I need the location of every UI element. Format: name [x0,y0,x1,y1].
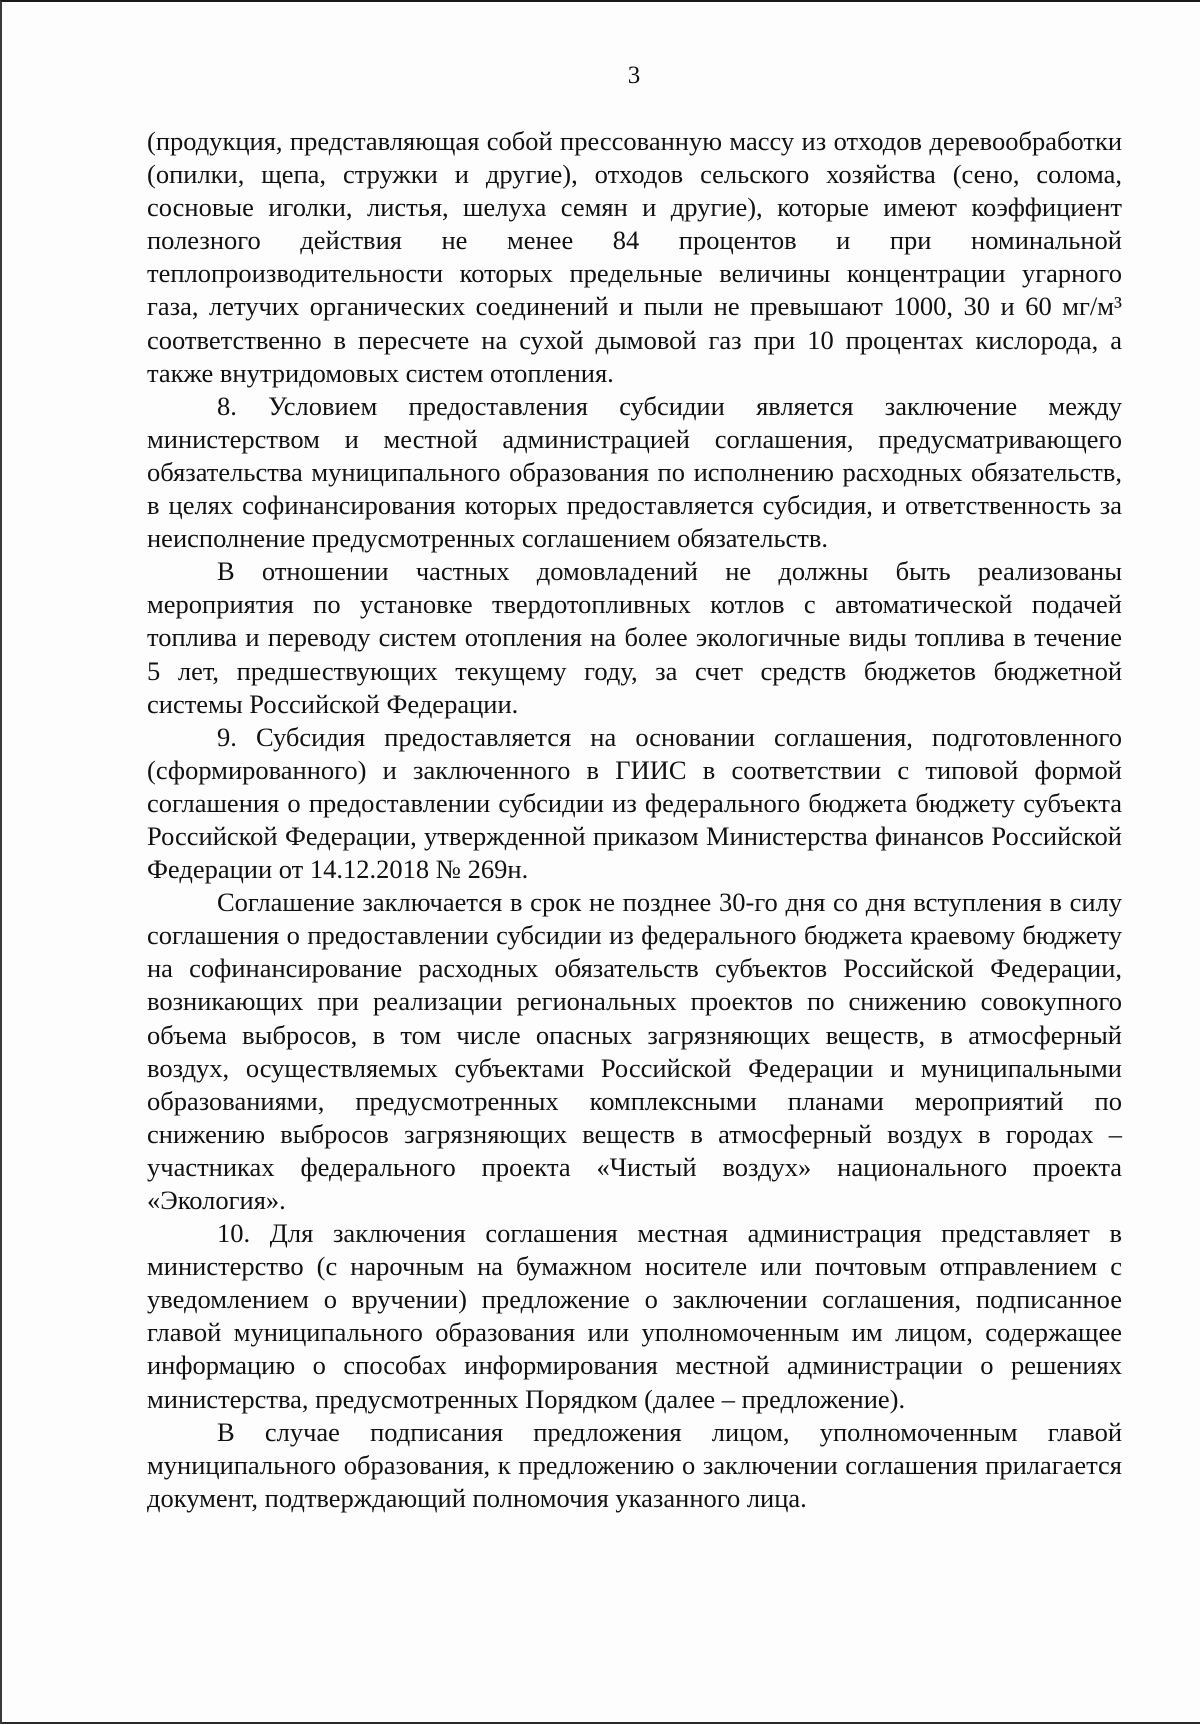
paragraph-signing-authority: В случае подписания предложения лицом, уполномоченным главой муниципального образования, к предложению о заключении соглашения прилагается документ, подтверждающий полномочия указанного лица. [147,1416,1122,1513]
document-body [147,125,1122,1515]
paragraph-item-9: 9. Субсидия предоставляется на основании соглашения, подготовленного (сформированного) и заключенного в ГИИС в соответствии с типовой формой соглашения о предоставлении субсидии из федерального бюджета бюджету субъекта Российской Федерации, утвержденной приказом Министерства финансов Российской Федерации от 14.12.2018 № 269н. [147,721,1122,885]
paragraph-item-10: 10. Для заключения соглашения местная администрация представляет в министерство (с нарочным на бумажном носителе или почтовым отправлением с уведомлением о вручении) предложение о заключении соглашения, подписанное главой муниципального образования или уполномоченным им лицом, содержащее информацию о способах информирования местной администрации о решениях министерства, предусмотренных Порядком (далее – предложение). [147,1218,1122,1414]
paragraph-private-households: В отношении частных домовладений не должны быть реализованы мероприятия по установке твердотопливных котлов с автоматической подачей топлива и переводу систем отопления на более экологичные виды топлива в течение 5 лет, предшествующих текущему году, за счет средств бюджетов бюджетной системы Российской Федерации. [147,556,1122,719]
paragraph-item-8: 8. Условием предоставления субсидии является заключение между министерством и местной администрацией соглашения, предусматривающего обязательства муниципального образования по исполнению расходных обязательств, в целях софинансирования которых предоставляется субсидия, и ответственность за неисполнение предусмотренных соглашением обязательств. [147,390,1122,554]
paragraph-agreement-term: Соглашение заключается в срок не позднее 30-го дня со дня вступления в силу соглашения о предоставлении субсидии из федерального бюджета краевому бюджету на софинансирование расходных обязательств субъектов Российской Федерации, возникающих при реализации региональных проектов по снижению совокупного объема выбросов, в том числе опасных загрязняющих веществ, в атмосферный воздух, осуществляемых субъектами Российской Федерации и муниципальными образованиями, предусмотренных комплексными планами мероприятий по снижению выбросов загрязняющих веществ в атмосферный воздух в городах – участниках федерального проекта «Чистый воздух» национального проекта «Экология». [147,887,1122,1215]
paragraph-continuation: (продукция, представляющая собой прессованную массу из отходов деревообработки (опилки, щепа, стружки и другие), отходов сельского хозяйства (сено, солома, сосновые иголки, листья, шелуха семян и другие), которые имеют коэффициент полезного действия не менее 84 процентов и при номинальной теплопроизводительности которых предельные величины концентрации угарного газа, летучих органических соединений и пыли не превышают 1000, 30 и 60 мг/м³ соответственно в пересчете на сухой дымовой газ при 10 процентах кислорода, а также внутридомовых систем отопления. [147,126,1122,388]
page-number: 3 [627,62,641,89]
